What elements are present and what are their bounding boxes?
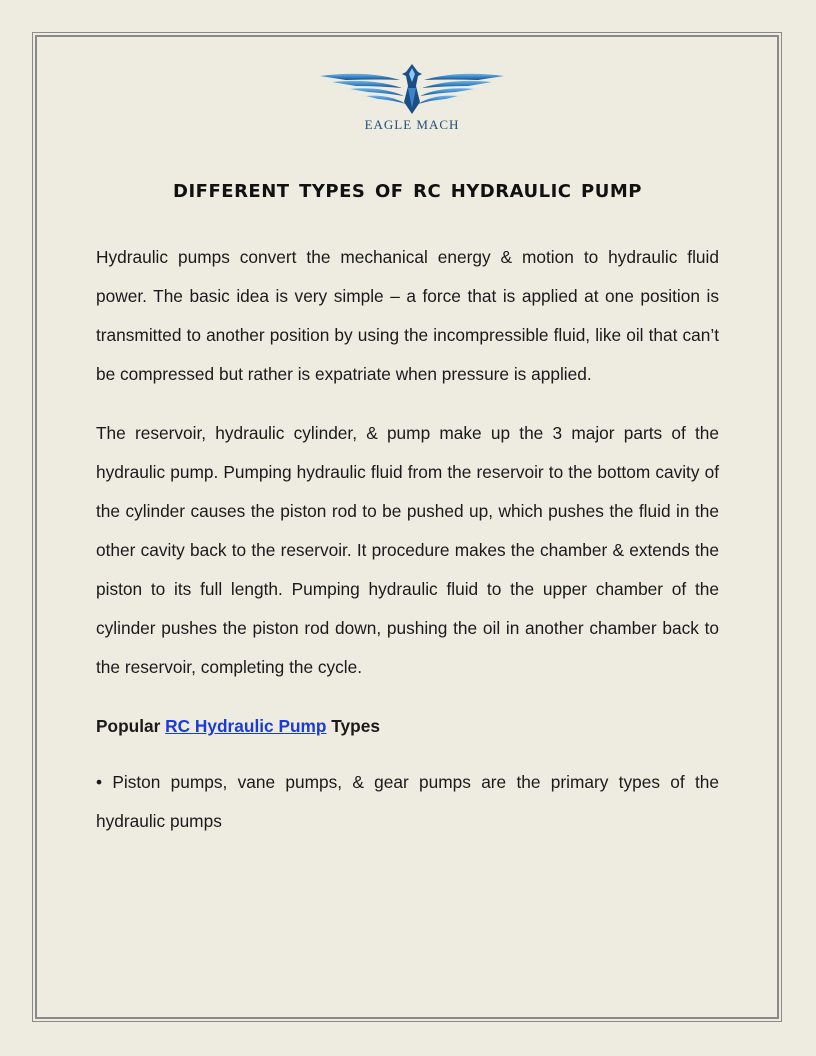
heading-prefix: Popular: [96, 716, 166, 736]
section-heading: [96, 707, 719, 746]
paragraph-intro: Hydraulic pumps convert the mechanical energy & motion to hydraulic fluid power. The basic idea is very simple – a force that is applied at one position is transmitted to another position by using the incompressible fluid, like oil that can’t be compressed but rather is expatriate when pressure is applied.: [96, 247, 719, 384]
logo-text: EAGLE MACH: [364, 117, 460, 132]
page-title: different types of rc hydraulic pump: [173, 174, 642, 204]
document-body: [96, 238, 719, 861]
heading-suffix: Types: [326, 716, 380, 736]
eagle-icon: [316, 62, 508, 118]
bullet-item: • Piston pumps, vane pumps, & gear pumps are the primary types of the hydraulic pumps: [96, 772, 719, 831]
paragraph-parts: The reservoir, hydraulic cylinder, & pump make up the 3 major parts of the hydraulic pump. Pumping hydraulic fluid from the reservoir to the bottom cavity of the cylinder causes the piston rod to be pushed up, which pushes the fluid in the other cavity back to the reservoir. It procedure makes the chamber & extends the piston to its full length. Pumping hydraulic fluid to the upper chamber of the cylinder pushes the piston rod down, pushing the oil in another chamber back to the reservoir, completing the cycle.: [96, 423, 719, 677]
eagle-mach-logo: [316, 62, 508, 136]
rc-hydraulic-pump-link[interactable]: RC Hydraulic Pump: [165, 716, 327, 736]
